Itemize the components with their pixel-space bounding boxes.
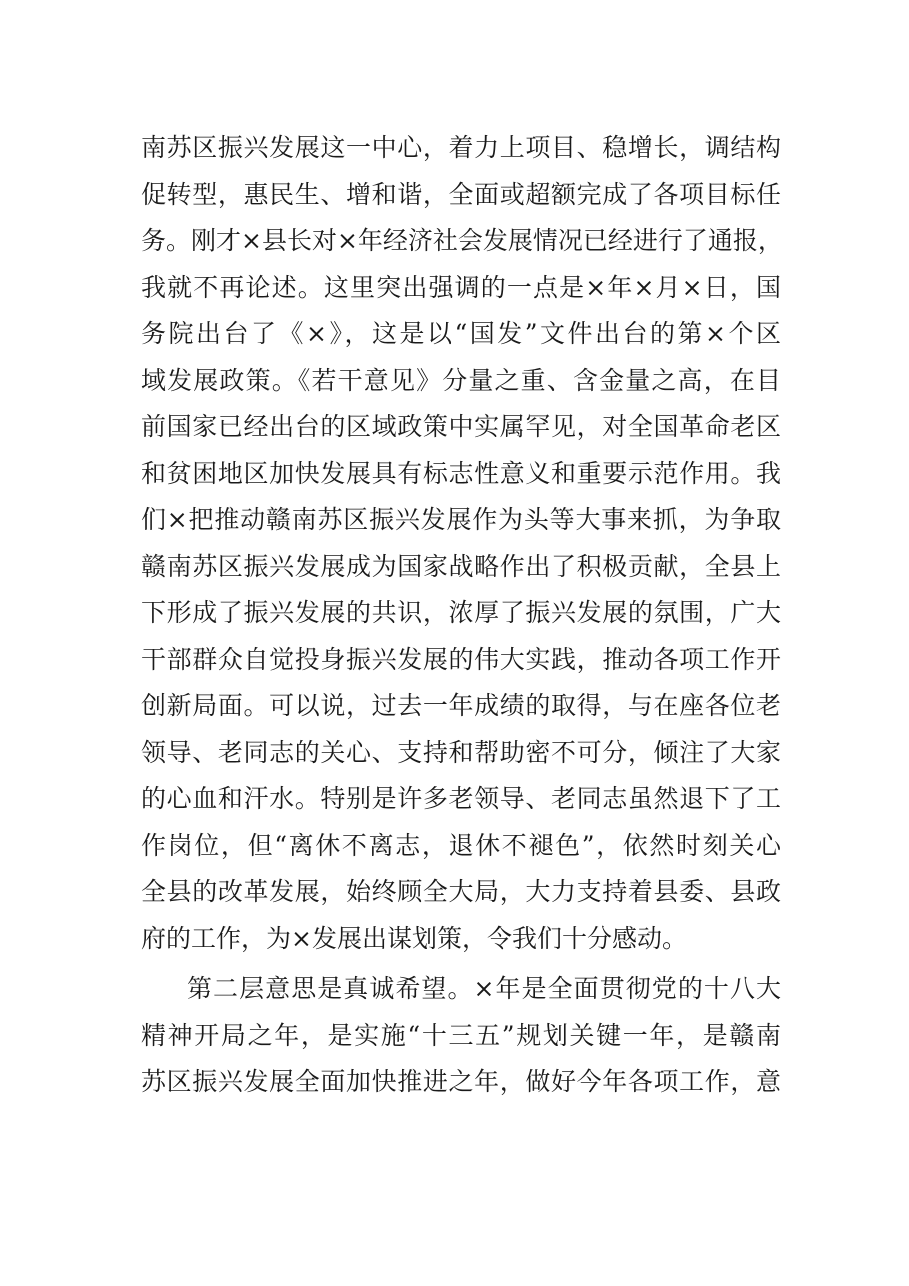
body-text bbox=[141, 125, 781, 1106]
text-line: 赣南苏区振兴发展成为国家战略作出了积极贡献，全县上 bbox=[141, 551, 781, 581]
text-line: 前国家已经出台的区域政策中实属罕见，对全国革命老区 bbox=[141, 412, 781, 441]
text-line: 下形成了振兴发展的共识，浓厚了振兴发展的氛围，广大 bbox=[141, 598, 781, 627]
text-line: 南苏区振兴发展这一中心，着力上项目、稳增长，调结构 bbox=[141, 133, 781, 162]
text-line: 精神开局之年，是实施“十三五”规划关键一年，是赣南 bbox=[141, 1020, 781, 1050]
text-line: 全县的改革发展，始终顾全大局，大力支持着县委、县政 bbox=[141, 877, 781, 906]
text-line: 作岗位，但“离休不离志，退休不褪色”，依然时刻关心 bbox=[141, 830, 781, 860]
text-line: 干部群众自觉投身振兴发展的伟大实践，推动各项工作开 bbox=[141, 644, 781, 674]
text-line: 和贫困地区加快发展具有标志性意义和重要示范作用。我 bbox=[141, 458, 781, 488]
text-line: 务。刚才×县长对×年经济社会发展情况已经进行了通报， bbox=[141, 226, 783, 255]
text-line: 域发展政策。《若干意见》分量之重、含金量之高，在目 bbox=[141, 365, 781, 395]
text-line: 促转型，惠民生、增和谐，全面或超额完成了各项目标任 bbox=[141, 179, 781, 209]
text-line: 我就不再论述。这里突出强调的一点是×年×月×日，国 bbox=[141, 272, 781, 302]
text-line: 们×把推动赣南苏区振兴发展作为头等大事来抓，为争取 bbox=[141, 505, 781, 534]
text-line: 第二层意思是真诚希望。×年是全面贯彻党的十八大 bbox=[187, 974, 781, 1003]
paragraph-1 bbox=[141, 125, 781, 962]
text-line: 的心血和汗水。特别是许多老领导、老同志虽然退下了工 bbox=[141, 784, 781, 813]
text-line: 府的工作，为×发展出谋划策，令我们十分感动。 bbox=[141, 923, 687, 953]
paragraph-2 bbox=[141, 966, 781, 1106]
text-line: 苏区振兴发展全面加快推进之年，做好今年各项工作，意 bbox=[141, 1067, 781, 1096]
text-line: 创新局面。可以说，过去一年成绩的取得，与在座各位老 bbox=[141, 691, 781, 720]
text-line: 务院出台了《×》，这是以“国发”文件出台的第×个区 bbox=[141, 319, 781, 348]
text-line: 领导、老同志的关心、支持和帮助密不可分，倾注了大家 bbox=[141, 737, 781, 767]
